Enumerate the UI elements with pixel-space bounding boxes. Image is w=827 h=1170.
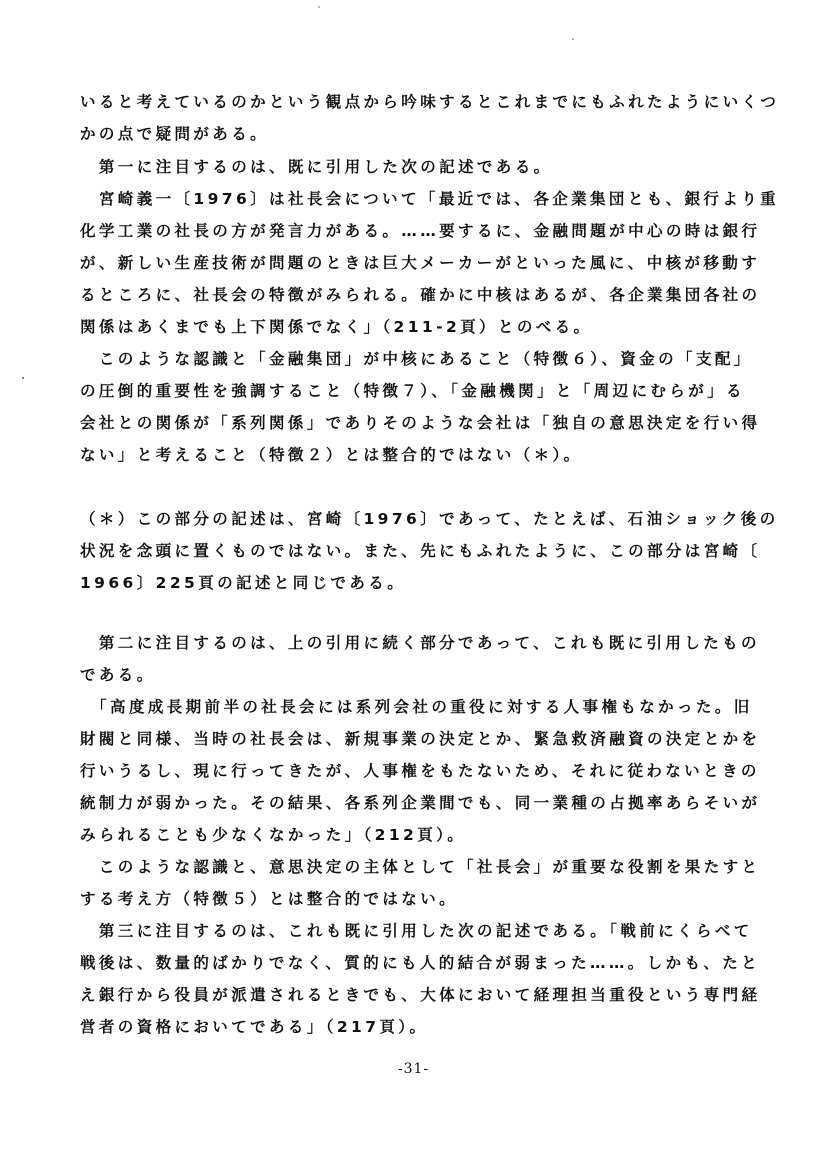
text-line: の圧倒的重要性を強調すること（特徴７）、「金融機関」と「周辺にむらが」る (80, 382, 745, 400)
text-line: 第二に注目するのは、上の引用に続く部分であって、これも既に引用したもの (80, 634, 760, 652)
text-line: 化学工業の社長の方が発言力がある。……要するに、金融問題が中心の時は銀行 (80, 222, 761, 240)
footnote-line: （＊）この部分の記述は、宮崎〔1976〕であって、たとえば、石油ショック後の (80, 510, 779, 528)
text-line: する考え方（特徴５）とは整合的ではない。 (80, 890, 459, 908)
footnote-line: 1966〕225頁の記述と同じである。 (80, 574, 407, 592)
page-number: -31- (397, 1061, 430, 1077)
text-line: 統制力が弱かった。その結果、各系列企業間でも、同一業種の占拠率あらそいが (80, 794, 761, 812)
text-line: である。 (80, 666, 156, 684)
text-line: みられることも少なくなかった」（212頁）。 (80, 826, 467, 844)
text-line: 宮崎義一〔1976〕は社長会について「最近では、各企業集団とも、銀行より重 (80, 190, 780, 208)
text-line: 営者の資格においてである」（217頁）。 (80, 1018, 429, 1036)
text-line: 戦後は、数量的ばかりでなく、質的にも人的結合が弱まった……。しかも、たと (80, 954, 761, 972)
text-line: 「高度成長期前半の社長会には系列会社の重役に対する人事権もなかった。旧 (80, 698, 753, 716)
text-line: え銀行から役員が派遣されるときでも、大体において経理担当重役という専門経 (80, 986, 761, 1004)
text-line: 行いうるし、現に行ってきたが、人事権をもたないため、それに従わないときの (80, 762, 760, 780)
text-line: 第三に注目するのは、これも既に引用した次の記述である。「戦前にくらべて (80, 922, 753, 940)
text-line: 第一に注目するのは、既に引用した次の記述である。 (80, 158, 553, 176)
text-line: るところに、社長会の特徴がみられる。確かに中核はあるが、各企業集団各社の (80, 286, 761, 304)
text-line: いると考えているのかという観点から吟味するとこれまでにもふれたようにいくつ (80, 93, 780, 111)
text-line: 会社との関係が「系列関係」でありそのような会社は「独自の意思決定を行い得 (80, 414, 761, 432)
text-line: 財閥と同様、当時の社長会は、新規事業の決定とか、緊急救済融資の決定とかを (80, 730, 761, 748)
footnote-line: 状況を念頭に置くものではない。また、先にもふれたように、この部分は宮崎〔 (80, 542, 761, 560)
text-line: 関係はあくまでも上下関係でなく」（211-2頁）とのべる。 (80, 318, 593, 336)
scan-speck (572, 38, 574, 40)
text-line: このような認識と、意思決定の主体として「社長会」が重要な役割を果たすと (80, 858, 761, 876)
scan-speck (318, 6, 320, 8)
text-line: が、新しい生産技術が問題のときは巨大メーカーがといった風に、中核が移動す (80, 254, 761, 272)
text-line: このような認識と「金融集団」が中核にあること（特徴６）、資金の「支配」 (80, 350, 753, 368)
text-line: かの点で疑問がある。 (80, 125, 270, 143)
text-line: ない」と考えること（特徴２）とは整合的ではない（＊）。 (80, 446, 583, 464)
scan-speck (22, 377, 24, 379)
